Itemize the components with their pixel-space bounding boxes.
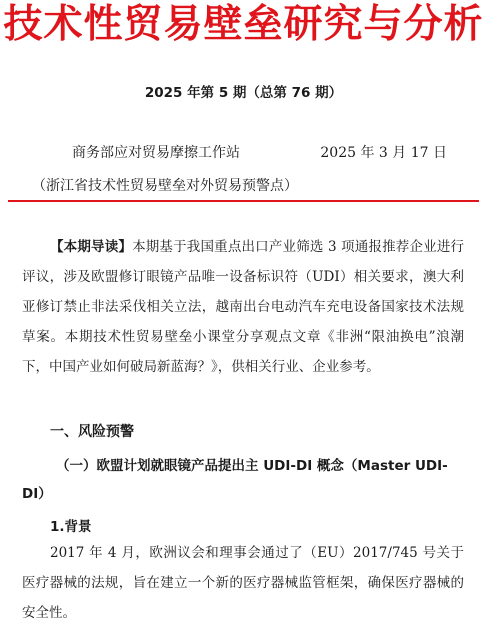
publish-date: 2025 年 3 月 17 日	[320, 145, 447, 161]
background-heading: 1.背景	[50, 519, 92, 535]
background-paragraph: 2017 年 4 月，欧洲议会和理事会通过了（EU）2017/745 号关于医疗器械的法规，旨在建立一个新的医疗器械监管框架，确保医疗器械的安全性。	[22, 545, 464, 621]
sponsor-name: 商务部应对贸易摩擦工作站	[72, 145, 240, 161]
issue-number: 2025 年第 5 期（总第 76 期）	[144, 85, 343, 101]
intro-paragraph	[22, 232, 464, 382]
intro-label: 【本期导读】	[50, 239, 133, 255]
subsection-heading: （一）欧盟计划就眼镜产品提出主 UDI-DI 概念（Master UDI-DI）	[22, 458, 448, 502]
warning-station: （浙江省技术性贸易壁垒对外贸易预警点）	[32, 178, 298, 194]
header-divider	[8, 200, 479, 202]
masthead-title: 技术性贸易壁垒研究与分析	[3, 2, 484, 47]
section-heading: 一、风险预警	[50, 424, 134, 440]
intro-text: 本期基于我国重点出口产业筛选 3 项通报推荐企业进行评议，涉及欧盟修订眼镜产品唯一设备标识符（UDI）相关要求，澳大利亚修订禁止非法采伐相关立法，越南出台电动汽车充电设备国家技术法规草案。本期技术性贸易壁垒小课堂分享观点文章《非洲“限油换电”浪潮下，中国产业如何破局新蓝海？》，供相关行业、企业参考。	[22, 239, 465, 375]
